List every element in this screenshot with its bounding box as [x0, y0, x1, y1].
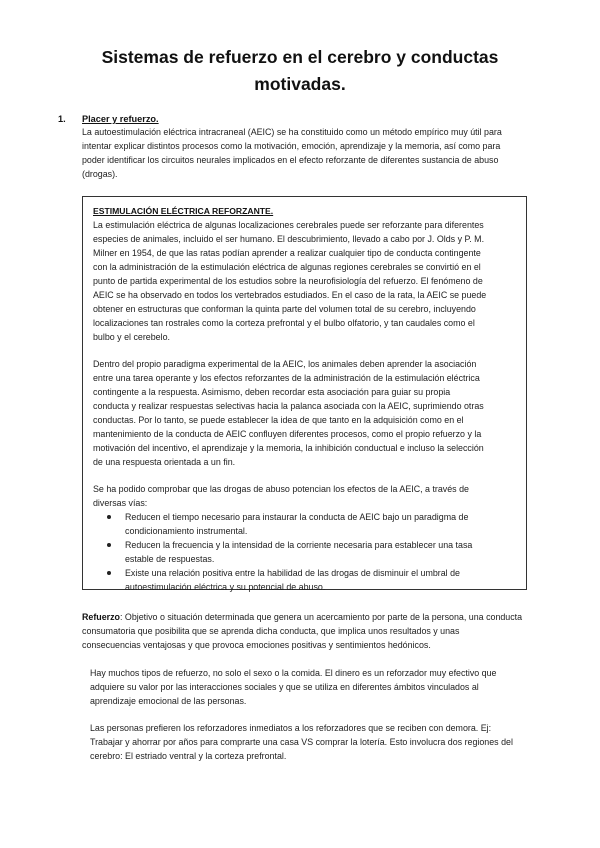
text-line: especies de animales, incluido el ser humano. El descubrimiento, llevado a cabo por J. Olds y P. M. [93, 234, 485, 244]
paragraph-money [90, 666, 552, 708]
bullet-icon [107, 571, 111, 575]
info-box [82, 196, 527, 590]
text-line: mantenimiento de la conducta de AEIC confluyen diferentes procesos, como el propio refuerzo y la [93, 429, 482, 439]
text-line: obtener en estructuras que conforman la quinta parte del volumen total de su cerebro, incluyendo [93, 304, 476, 314]
text-line: cerebro: El estriado ventral y la corteza prefrontal. [90, 751, 287, 761]
text-line: adquiere su valor por las interacciones sociales y que se utiliza en diferentes ámbitos vinculados al [90, 682, 479, 692]
definition-term: Refuerzo [82, 612, 120, 622]
text-line: Reducen la frecuencia y la intensidad de la corriente necesaria para establecer una tasa [125, 540, 473, 550]
intro-line: La autoestimulación eléctrica intracraneal (AEIC) se ha constituido como un método empírico muy útil para [82, 127, 502, 137]
intro-paragraph [82, 125, 552, 181]
list-item [107, 510, 516, 538]
text-line [82, 610, 552, 624]
bullet-list [93, 510, 516, 594]
text-line: Reducen el tiempo necesario para instaurar la conducta de AEIC bajo un paradigma de [125, 512, 469, 522]
box-paragraph-1 [93, 218, 516, 344]
text-line: aprendizaje emocional de las personas. [90, 696, 247, 706]
text-line: consumatoria que posibilita que se aprenda dicha conducta, que implica unos resultados y unas [82, 626, 460, 636]
text-line: con la administración de la estimulación eléctrica de algunas regiones cerebrales se convirtió en el [93, 262, 481, 272]
text-line: Las personas prefieren los reforzadores inmediatos a los reforzadores que se reciben con demora. Ej: [90, 723, 492, 733]
text-line: Trabajar y ahorrar por años para comprarte una casa VS comprar la lotería. Esto involucra dos regiones del [90, 737, 513, 747]
section-heading [58, 112, 548, 126]
text-line: entre una tarea operante y los efectos reforzantes de la administración de la estimulación eléctrica [93, 373, 480, 383]
text-line: condicionamiento instrumental. [125, 526, 248, 536]
text-line: estable de respuestas. [125, 554, 215, 564]
text-line: localizaciones tan rostrales como la corteza prefrontal y el bulbo olfatorio, y tan caudales como el [93, 318, 475, 328]
box-title: ESTIMULACIÓN ELÉCTRICA REFORZANTE. [93, 206, 274, 216]
paragraph-immediate-rewards [90, 721, 552, 763]
definition-text: : Objetivo o situación determinada que genera un acercamiento por parte de la persona, una conducta [119, 612, 523, 622]
text-line: La estimulación eléctrica de algunas localizaciones cerebrales puede ser reforzante para diferentes [93, 220, 484, 230]
intro-line: intentar explicar distintos procesos como la motivación, emoción, aprendizaje y la memoria, así como para [82, 141, 501, 151]
section-heading-text: Placer y refuerzo. [82, 114, 159, 124]
text-line: Milner en 1954, de que las ratas podían aprender a realizar cualquier tipo de conducta contingente [93, 248, 481, 258]
text-line: bulbo y el cerebelo. [93, 332, 170, 342]
text-line: consecuencias ventajosas y que provoca emociones positivas y sentimientos hedónicos. [82, 640, 431, 650]
text-line: autoestimulación eléctrica y su potencial de abuso. [125, 582, 326, 592]
bullet-icon [107, 543, 111, 547]
bullet-icon [107, 515, 111, 519]
text-line: contingente a la respuesta. Asimismo, deben recordar esta asociación para guiar su propia [93, 387, 451, 397]
box-paragraph-3 [93, 482, 516, 510]
page-title: Sistemas de refuerzo en el cerebro y conductas motivadas. [101, 47, 499, 94]
text-line: Dentro del propio paradigma experimental de la AEIC, los animales deben aprender la asociación [93, 359, 477, 369]
list-item [107, 566, 516, 594]
text-line: diversas vías: [93, 498, 148, 508]
text-line: motivación del incentivo, el aprendizaje y la memoria, la inhibición conductual e incluso la selección [93, 443, 484, 453]
text-line: Hay muchos tipos de refuerzo, no solo el sexo o la comida. El dinero es un reforzador muy efectivo que [90, 668, 497, 678]
intro-line: poder identificar los circuitos neurales implicados en el efecto reforzante de diferentes sustancia de abuso [82, 155, 499, 165]
text-line: AEIC se ha observado en todos los vertebrados estudiados. En el caso de la rata, la AEIC se puede [93, 290, 487, 300]
text-line: conducta y realizar respuestas selectivas hacia la palanca asociada con la AEIC, suprimiendo otras [93, 401, 484, 411]
text-line: conductas. Por lo tanto, se puede establecer la idea de que tanto en la adquisición como en el [93, 415, 464, 425]
intro-line: (drogas). [82, 169, 118, 179]
definition-paragraph [82, 610, 552, 652]
list-item [107, 538, 516, 566]
text-line: Existe una relación positiva entre la habilidad de las drogas de disminuir el umbral de [125, 568, 460, 578]
text-line: Se ha podido comprobar que las drogas de abuso potencian los efectos de la AEIC, a través de [93, 484, 469, 494]
text-line: de una respuesta orientada a un fin. [93, 457, 236, 467]
section-number: 1. [58, 114, 66, 124]
box-paragraph-2 [93, 357, 516, 469]
text-line: punto de partida experimental de los estudios sobre la neurofisiología del refuerzo. El fenómeno de [93, 276, 483, 286]
